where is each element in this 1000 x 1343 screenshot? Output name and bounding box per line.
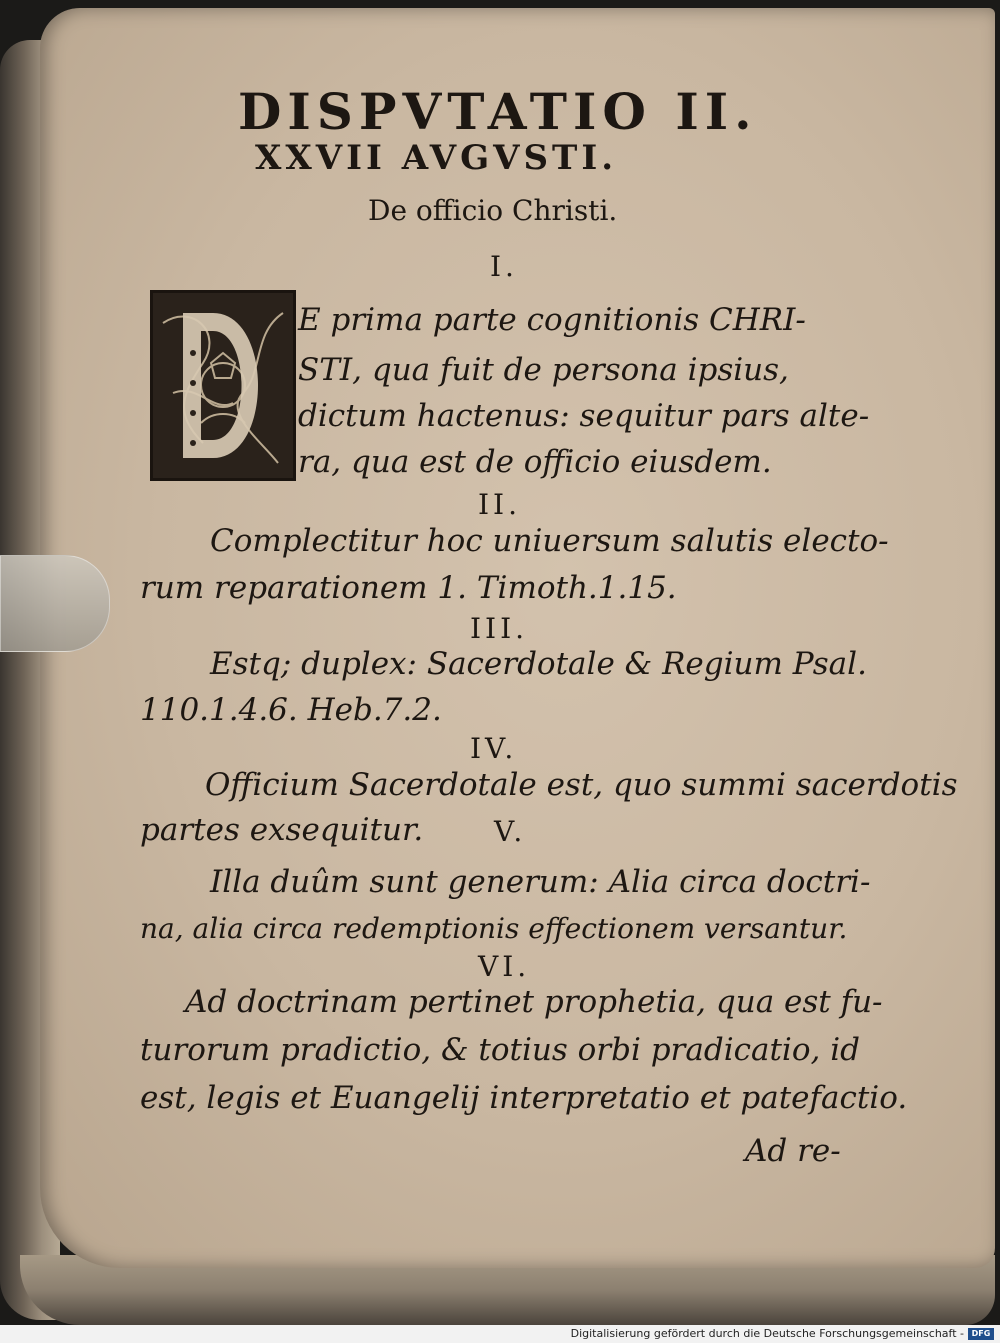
dfg-logo-icon: DFG <box>968 1328 994 1340</box>
section-numeral-2: II. <box>478 488 522 521</box>
section-1-line-4: ra, qua est de officio eiusdem. <box>298 444 772 480</box>
page-date: XXVII AVGVSTI. <box>255 138 618 178</box>
page-clip <box>0 555 110 652</box>
decorated-initial-d <box>150 290 296 481</box>
section-2-line-2: rum reparationem 1. Timoth.1.15. <box>140 570 677 606</box>
section-numeral-1: I. <box>490 250 518 283</box>
page-subject: De officio Christi. <box>368 194 618 227</box>
section-numeral-6: VI. <box>478 950 531 983</box>
section-3-line-2: 110.1.4.6. Heb.7.2. <box>140 692 442 728</box>
page-title: DISPVTATIO II. <box>238 82 758 141</box>
section-numeral-4: IV. <box>470 732 518 765</box>
footer-credit: Digitalisierung gefördert durch die Deutsche Forschungsgemeinschaft - <box>570 1327 964 1340</box>
section-1-line-2: STI, qua fuit de persona ipsius, <box>298 352 789 388</box>
section-numeral-3: III. <box>470 612 529 645</box>
section-1-line-1: E prima parte cognitionis CHRI- <box>298 302 806 338</box>
section-5-line-2: na, alia circa redemptionis effectionem versantur. <box>140 912 848 945</box>
section-2-line-1: Complectitur hoc uniuersum salutis electo- <box>210 523 889 559</box>
catchword: Ad re- <box>745 1133 841 1169</box>
section-4-line-1: Officium Sacerdotale est, quo summi sacerdotis <box>205 767 958 803</box>
section-3-line-1: Estq; duplex: Sacerdotale & Regium Psal. <box>210 646 867 682</box>
section-1-line-3: dictum hactenus: sequitur pars alte- <box>298 398 870 434</box>
section-5-line-1: Illa duûm sunt generum: Alia circa doctri- <box>210 864 871 900</box>
section-numeral-5: V. <box>494 815 527 848</box>
section-4-line-2: partes exsequitur. <box>140 812 424 848</box>
section-6-line-2: turorum pradictio, & totius orbi pradicatio, id <box>140 1032 860 1068</box>
section-6-line-1: Ad doctrinam pertinet prophetia, qua est fu- <box>185 984 883 1020</box>
section-6-line-3: est, legis et Euangelij interpretatio et patefactio. <box>140 1080 908 1116</box>
